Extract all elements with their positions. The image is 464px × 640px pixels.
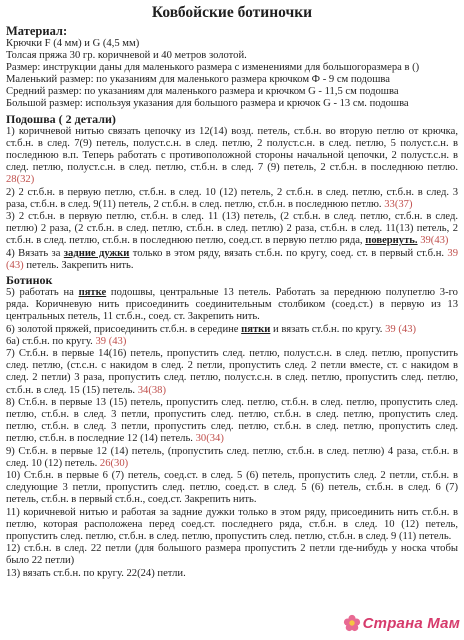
boot-heading: Ботинок (6, 273, 53, 287)
boot-row-6-text-a: 6) золотой пряжей, присоединить ст.б.н. в середине (6, 323, 239, 335)
boot-row-5-text-b: подошвы, центральные 13 петель. Работать за переднюю полупетлю 3-го ряда. Коричневую нить присоединить соединительным столбиком (соед.ст.) в первую из 13 центральных петель, 11 ст.б.н., соед. ст. Закрепить нить. (6, 287, 458, 323)
boot-row-9-text: 9) Ст.б.н. в первые 12 (14) петель, (пропустить след. петлю, ст.б.н. в след. петлю) 4 раза, ст.б.н. в след. 10 (12) петель. (6, 445, 458, 469)
boot-row-6-heel: пятки (241, 323, 271, 335)
sole-row-4-count: 39 (43) (6, 247, 458, 271)
materials-line-size: Размер: инструкции даны для маленького размера с изменениями для большогоразмера в () (6, 62, 420, 74)
page-title: Ковбойские ботиночки (151, 4, 313, 21)
boot-row-6-count: 39 (43) (385, 323, 417, 335)
boot-row-5-heel: пятке (78, 287, 107, 298)
boot-row-6a-count: 39 (43) (95, 335, 127, 347)
sole-row-3-text: 3) 2 ст.б.н. в первую петлю, ст.б.н. в след. 11 (13) петель, (2 ст.б.н. в след. петлю, ст.б.н. в след. петлю) 2 раза, (2 ст.б.н. в след. петлю, ст.б.н. в след. петлю) 2 раза, ст.б.н. в след. 11(13) петель, 2 ст.б.н. в след. петлю, ст.б.н. в последнюю петлю, соед.ст. в первую петлю ряда, (6, 210, 458, 247)
boot-row-8 (6, 397, 458, 446)
boot-row-10: 10) Ст.б.н. в первые 6 (7) петель, соед.ст. в след. 5 (6) петель, пропустить след. 2 петли, ст.б.н. в следующие 3 петли, пропустить след. петлю, соед.ст. в след. 5 (6) петель, ст.б.н. в след. 6 (7) петель, ст.б.н. в первый ст.б.н., соед.ст. Закрепить нить. (6, 470, 458, 506)
sole-row-4-text-a: 4) Вязать за (6, 247, 61, 259)
materials-line-yarn: Толсая пряжа 30 гр. коричневой и 40 метров золотой. (6, 50, 247, 62)
boot-row-5-text-a: 5) работать на (6, 287, 74, 298)
boot-row-8-count: 30(34) (195, 433, 224, 445)
watermark-text: Страна Мам (362, 614, 460, 632)
materials-heading: Материал: (6, 24, 68, 38)
materials-line-small: Маленький размер: по указаниям для маленького размера крючком Ф - 9 см подошва (6, 74, 390, 86)
boot-row-13: 13) вязать ст.б.н. по кругу. 22(24) петли. (6, 567, 186, 579)
boot-row-9 (6, 446, 458, 470)
boot-row-7-count: 34(38) (137, 384, 166, 396)
sole-row-4-text-b: только в этом ряду, вязать ст.б.н. по кругу, соед. ст. в первый ст.б.н. (132, 247, 445, 259)
boot-row-6a (6, 336, 458, 348)
boot-row-6-text-b: и вязать ст.б.н. по кругу. (273, 323, 383, 335)
boot-row-7 (6, 348, 458, 397)
boot-row-12: 12) ст.б.н. в след. 22 петли (для большого размера пропустить 2 петли где-нибудь у носка чтобы было 22 петли) (6, 543, 458, 567)
materials-line-medium: Средний размер: по указаниям для маленького размера и крючком G - 11,5 см подошва (6, 86, 399, 98)
sole-row-1-count: 28(32) (6, 174, 35, 186)
sole-row-3-turn: повернуть. (365, 235, 418, 247)
sole-row-4-back-loops: задние дужки (63, 247, 130, 259)
boot-row-6 (6, 324, 458, 336)
boot-row-5 (6, 287, 458, 324)
watermark-logo (343, 610, 460, 636)
sole-row-1-text: 1) коричневой нитью связать цепочку из 12(14) возд. петель, ст.б.н. во вторую петлю от крючка, ст.б.н. в след. 7(9) петель, полуст.с.н. в след. петлю, 2 полуст.с.н. в след. петлю, 5 полуст.с.н. в последнюю в.п. Теперь работать с противоположной стороны начальной цепочки, 2 полуст.с.н. в след. петлю, полуст.с.н. в след. петлю, ст.б.н. в след. 7 (9) петель, 2 ст.б.н. в последнюю петлю. (6, 125, 458, 174)
materials-line-hooks: Крючки F (4 мм) и G (4,5 мм) (6, 38, 140, 49)
sole-row-2 (6, 187, 458, 211)
materials-line-large: Большой размер: используя указания для большого размера и крючок G - 13 см. подошва (6, 98, 409, 110)
boot-row-9-count: 26(30) (99, 457, 129, 469)
boot-row-6a-text: 6а) ст.б.н. по кругу. (6, 335, 93, 347)
sole-row-3 (6, 211, 458, 248)
sole-row-4-text-c: петель. Закрепить нить. (26, 259, 134, 271)
sole-row-4 (6, 248, 458, 272)
boot-row-7-text: 7) Ст.б.н. в первые 14(16) петель, пропустить след. петлю, полуст.с.н. в след. петлю, пропустить след. петлю, (ст.с.н. с накидом в след. 2 петли, пропустить след. 2 петли вместе, ст. с накидом в след. 2 петли) 3 раза, пропустить след. петлю, полуст.с.н. в след. петлю, пропустить след. петлю, ст.б.н. в след. 15 (15) петель. (6, 348, 458, 396)
sole-row-3-count: 39(43) (420, 235, 449, 247)
boot-row-11: 11) коричневой нитью и работая за задние дужки только в этом ряду, присоединить нить ст.б.н. в петлю, которая расположена перед соед.ст. последнего ряда, ст.б.н. в след. 10 (12) петель, пропустить след. петлю, ст.б.н. в след. петлю, пропустить след. петлю, ст.б.н. в след. 9 (11) петель. (6, 506, 458, 543)
boot-row-8-text: 8) Ст.б.н. в первые 13 (15) петель, пропустить след. петлю, ст.б.н. в след. петлю, пропустить след. петлю, ст.б.н. в след. 3 петли, пропустить след. петлю, ст.б.н. в след. петлю, пропустить след. петлю, ст.б.н. в след. 3 петли, пропустить след. петлю, ст.б.н. в след. петлю, пропустить след. петлю, ст.б.н. в последние 12 (14) петель. (6, 396, 458, 445)
flower-icon (343, 614, 361, 632)
sole-heading: Подошва ( 2 детали) (6, 111, 116, 126)
sole-row-2-count: 33(37) (384, 198, 413, 210)
sole-row-2-text: 2) 2 ст.б.н. в первую петлю, ст.б.н. в след. 10 (12) петель, 2 ст.б.н. в след. петлю, ст.б.н. в след. 3 раза, ст.б.н. в след. 9(11) петель, 2 ст.б.н. в след. петлю, ст.б.н. в последнюю петлю. (6, 186, 458, 210)
sole-row-1 (6, 126, 458, 187)
